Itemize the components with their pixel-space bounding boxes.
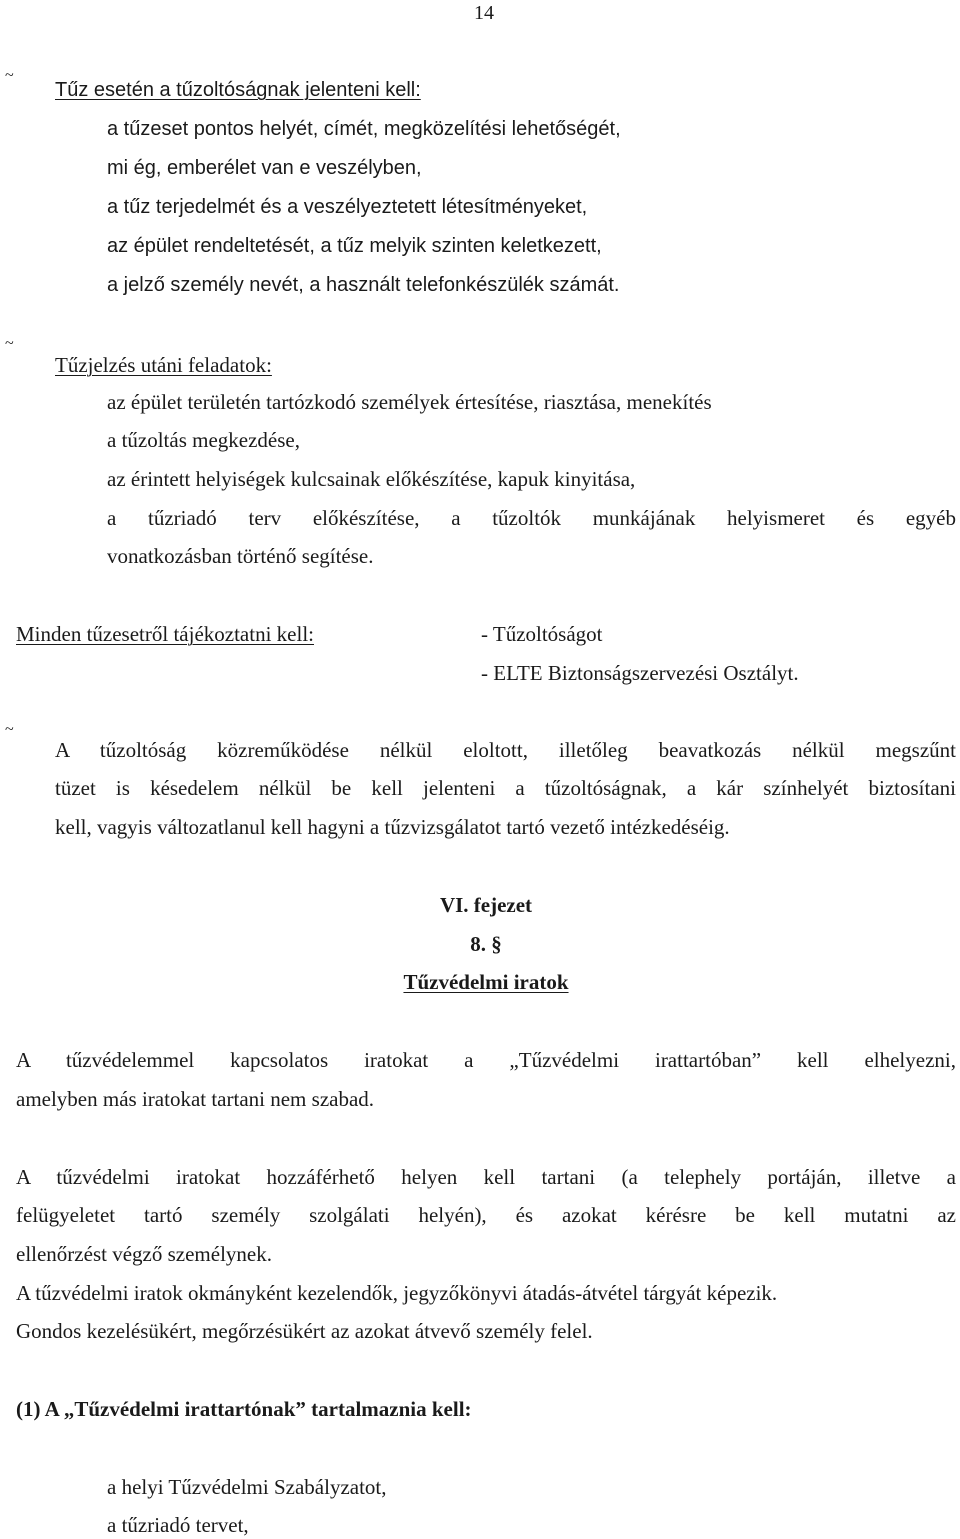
paragraph-line: A tűzoltóság közreműködése nélkül eloltott, illetőleg beavatkozás nélkül megszűnt xyxy=(55,738,956,762)
paragraph-line: Gondos kezelésükért, megőrzésükért az azokat átvevő személy felel. xyxy=(16,1319,593,1343)
section1-heading: Tűz esetén a tűzoltóságnak jelenteni kell: xyxy=(55,79,421,101)
list-item: a tűzriadó terv előkészítése, a tűzoltók munkájának helyismeret és egyéb xyxy=(107,506,956,530)
paragraph-line: kell, vagyis változatlanul kell hagyni a tűzvizsgálatot tartó vezető intézkedéséig. xyxy=(55,815,730,839)
list-item: vonatkozásban történő segítése. xyxy=(107,544,374,568)
paragraph-line: A tűzvédelmi iratok okmányként kezelendők, jegyzőkönyvi átadás-átvétel tárgyát képezik. xyxy=(16,1281,778,1305)
notify-item: - ELTE Biztonságszervezési Osztályt. xyxy=(481,661,799,685)
list-item: mi ég, emberélet van e veszélyben, xyxy=(107,157,422,179)
list-item: a tűz terjedelmét és a veszélyeztetett létesítményeket, xyxy=(107,196,588,218)
chapter-title: VI. fejezet xyxy=(439,893,533,917)
chapter-subtitle: Tűzvédelmi iratok xyxy=(403,970,569,994)
list-item: az épület rendeltetését, a tűz melyik szinten keletkezett, xyxy=(107,235,602,257)
paragraph-line: A tűzvédelmi iratokat hozzáférhető helyen kell tartani (a telephely portáján, illetve a xyxy=(16,1165,956,1189)
paragraph-line: felügyeletet tartó személy szolgálati helyén), és azokat kérésre be kell mutatni az xyxy=(16,1203,956,1227)
bullet-icon: ~ xyxy=(5,721,14,738)
notify-item: - Tűzoltóságot xyxy=(481,622,603,646)
paragraph-line: tüzet is késedelem nélkül be kell jelenteni a tűzoltóságnak, a kár színhelyét biztosítani xyxy=(55,776,956,800)
list-item: a helyi Tűzvédelmi Szabályzatot, xyxy=(107,1475,387,1499)
contents-heading: (1) A „Tűzvédelmi irattartónak” tartalmaznia kell: xyxy=(16,1397,472,1421)
list-item: az épület területén tartózkodó személyek értesítése, riasztása, menekítés xyxy=(107,390,712,414)
bullet-icon: ~ xyxy=(5,335,14,352)
section2-heading: Tűzjelzés utáni feladatok: xyxy=(55,353,272,377)
section-number: 8. § xyxy=(470,932,502,956)
list-item: a tűzeset pontos helyét, címét, megközelítési lehetőségét, xyxy=(107,118,621,140)
paragraph-line: ellenőrzést végző személynek. xyxy=(16,1242,272,1266)
list-item: a jelző személy nevét, a használt telefonkészülék számát. xyxy=(107,274,620,296)
page-number: 14 xyxy=(474,2,494,24)
notify-label: Minden tűzesetről tájékoztatni kell: xyxy=(16,622,314,646)
paragraph-line: A tűzvédelemmel kapcsolatos iratokat a „Tűzvédelmi irattartóban” kell elhelyezni, xyxy=(16,1048,956,1072)
bullet-icon: ~ xyxy=(5,67,14,84)
list-item: a tűzriadó tervet, xyxy=(107,1513,249,1537)
list-item: a tűzoltás megkezdése, xyxy=(107,428,300,452)
paragraph-line: amelyben más iratokat tartani nem szabad. xyxy=(16,1087,375,1111)
list-item: az érintett helyiségek kulcsainak előkészítése, kapuk kinyitása, xyxy=(107,467,636,491)
